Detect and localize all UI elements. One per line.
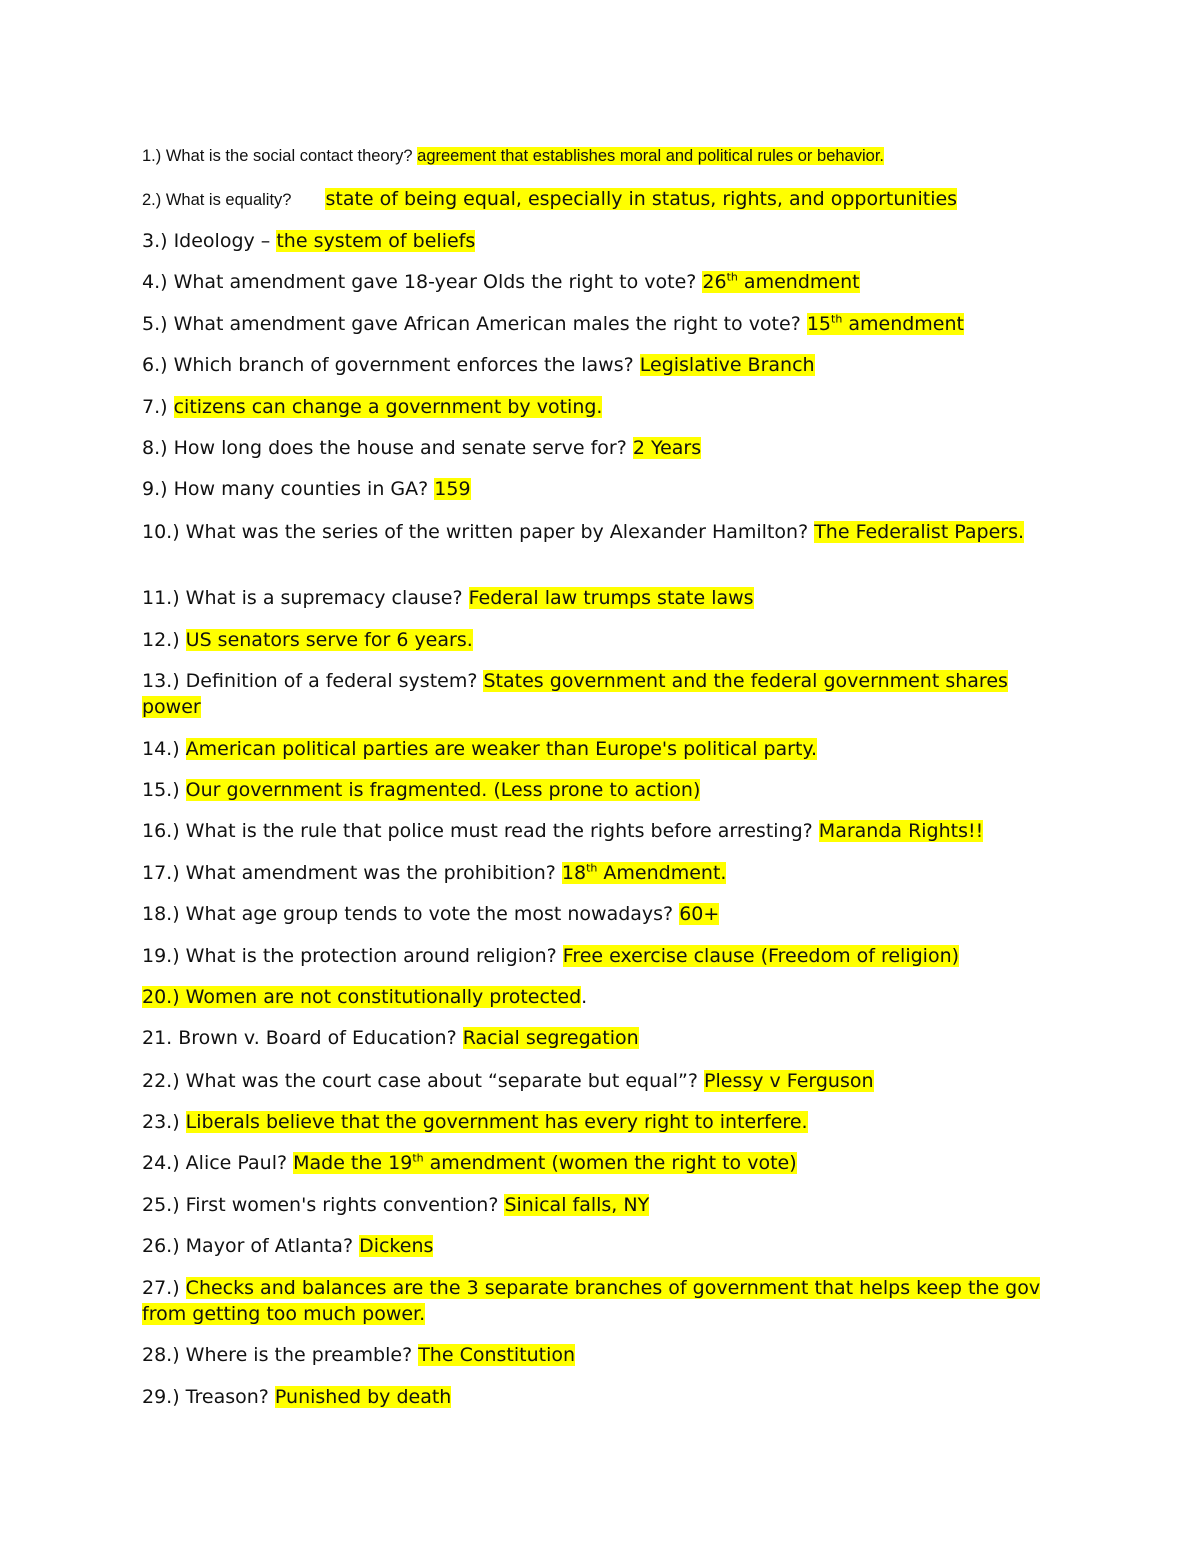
list-item: 7.) citizens can change a government by voting. (142, 396, 603, 418)
list-item: 28.) Where is the preamble? The Constitution (142, 1344, 576, 1366)
list-item: 10.) What was the series of the written paper by Alexander Hamilton? The Federalist Papers. (142, 521, 1025, 543)
list-item: 18.) What age group tends to vote the most nowadays? 60+ (142, 903, 720, 925)
list-item: 29.) Treason? Punished by death (142, 1386, 452, 1408)
list-item: 19.) What is the protection around religion? Free exercise clause (Freedom of religion) (142, 945, 960, 967)
list-item: 26.) Mayor of Atlanta? Dickens (142, 1235, 434, 1257)
list-item: 23.) Liberals believe that the government has every right to interfere. (142, 1111, 808, 1133)
list-item: 15.) Our government is fragmented. (Less prone to action) (142, 779, 701, 801)
list-item: 27.) Checks and balances are the 3 separate branches of government that helps keep the gov from getting too much power. (142, 1277, 1041, 1325)
list-item: 16.) What is the rule that police must read the rights before arresting? Maranda Rights!! (142, 820, 984, 842)
list-item: 8.) How long does the house and senate serve for? 2 Years (142, 437, 702, 459)
list-item: 17.) What amendment was the prohibition? 18th Amendment. (142, 861, 727, 884)
list-item: 22.) What was the court case about “separate but equal”? Plessy v Ferguson (142, 1070, 874, 1092)
list-item: 6.) Which branch of government enforces the laws? Legislative Branch (142, 354, 815, 376)
list-item: 11.) What is a supremacy clause? Federal law trumps state laws (142, 587, 754, 609)
list-item: 1.) What is the social contact theory? agreement that establishes moral and political rules or behavior. (142, 147, 884, 165)
list-item: 20.) Women are not constitutionally protected. (142, 986, 588, 1008)
list-item: 5.) What amendment gave African American males the right to vote? 15th amendment (142, 312, 964, 335)
list-item: 24.) Alice Paul? Made the 19th amendment (women the right to vote) (142, 1151, 797, 1174)
list-item: 25.) First women's rights convention? Sinical falls, NY (142, 1194, 650, 1216)
list-item: 4.) What amendment gave 18-year Olds the right to vote? 26th amendment (142, 270, 860, 293)
list-item: 2.) What is equality? state of being equal, especially in status, rights, and opportunities (142, 188, 958, 210)
list-item: 9.) How many counties in GA? 159 (142, 478, 471, 500)
list-item: 21. Brown v. Board of Education? Racial segregation (142, 1027, 639, 1049)
list-item: 13.) Definition of a federal system? States government and the federal government shares power (142, 670, 1008, 718)
list-item: 14.) American political parties are weaker than Europe's political party. (142, 738, 817, 760)
list-item: 3.) Ideology – the system of beliefs (142, 230, 476, 252)
list-item: 12.) US senators serve for 6 years. (142, 629, 473, 651)
